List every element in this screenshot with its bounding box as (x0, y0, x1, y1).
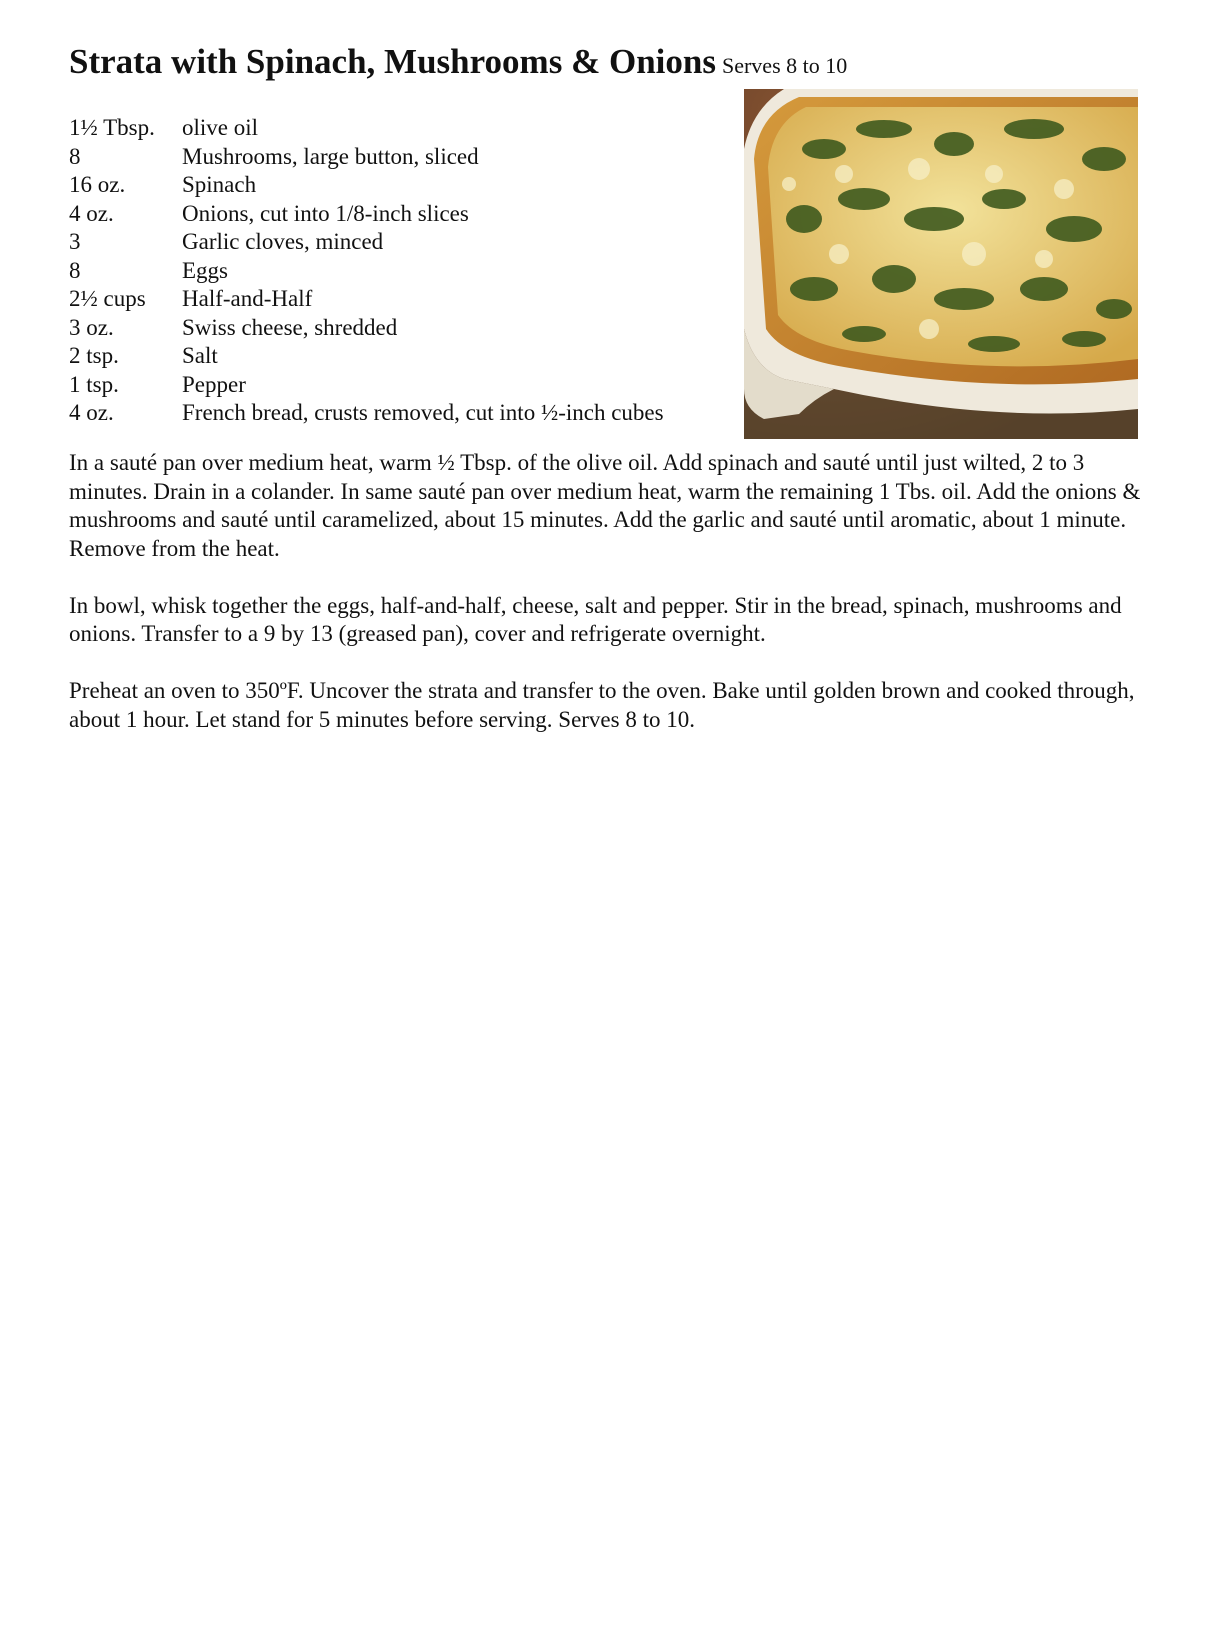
ingredient-quantity: 2½ cups (69, 286, 146, 311)
ingredient-row (69, 257, 729, 286)
ingredient-row (69, 200, 729, 229)
ingredient-quantity: 4 oz. (69, 400, 114, 425)
ingredient-row (69, 143, 729, 172)
direction-paragraph: In a sauté pan over medium heat, warm ½ Tbsp. of the olive oil. Add spinach and sauté until just wilted, 2 to 3 minutes. Drain in a colander. In same sauté pan over medium heat, warm the remaining 1 Tbs. oil. Add the onions & mushrooms and sauté until caramelized, about 15 minutes. Add the garlic and sauté until aromatic, about 1 minute. Remove from the heat. (69, 450, 1141, 561)
strata-casserole-photo (744, 89, 1138, 439)
ingredient-name: Half-and-Half (182, 286, 313, 311)
ingredient-row (69, 314, 729, 343)
title-row (69, 42, 847, 82)
ingredient-row (69, 399, 729, 428)
ingredient-quantity: 8 (69, 143, 81, 169)
ingredient-name: French bread, crusts removed, cut into ½-inch cubes (182, 400, 664, 425)
recipe-title: Strata with Spinach, Mushrooms & Onions (69, 42, 716, 81)
ingredient-name: Garlic cloves, minced (182, 229, 384, 254)
ingredient-row (69, 171, 729, 200)
ingredient-quantity: 3 oz. (69, 314, 114, 340)
ingredient-quantity: 8 (69, 257, 81, 283)
ingredient-quantity: 1½ Tbsp. (69, 115, 155, 140)
ingredient-row (69, 342, 729, 371)
ingredient-quantity: 1 tsp. (69, 371, 119, 397)
ingredient-name: Mushrooms, large button, sliced (182, 143, 479, 169)
ingredient-name: Eggs (182, 257, 228, 283)
strata-photo-graphic (744, 89, 1138, 439)
ingredient-name: olive oil (182, 115, 259, 140)
ingredient-name: Salt (182, 343, 218, 368)
directions (69, 449, 1149, 763)
ingredient-quantity: 2 tsp. (69, 343, 119, 368)
ingredient-quantity: 4 oz. (69, 200, 114, 226)
ingredient-quantity: 3 (69, 229, 81, 254)
direction-paragraph: In bowl, whisk together the eggs, half-and-half, cheese, salt and pepper. Stir in the bread, spinach, mushrooms and onions. Transfer to a 9 by 13 (greased pan), cover and refrigerate overnight. (69, 592, 1122, 646)
ingredient-name: Spinach (182, 172, 257, 197)
ingredient-name: Swiss cheese, shredded (182, 314, 398, 340)
ingredient-name: Onions, cut into 1/8-inch slices (182, 200, 469, 226)
ingredient-list (69, 114, 729, 428)
serves-note: Serves 8 to 10 (721, 53, 848, 78)
ingredient-row (69, 228, 729, 257)
ingredient-row (69, 285, 729, 314)
ingredient-quantity: 16 oz. (69, 172, 126, 197)
direction-paragraph: Preheat an oven to 350ºF. Uncover the strata and transfer to the oven. Bake until golden brown and cooked through, about 1 hour. Let stand for 5 minutes before serving. Serves 8 to 10. (69, 678, 1135, 732)
ingredient-row (69, 114, 729, 143)
ingredient-row (69, 371, 729, 400)
ingredient-name: Pepper (182, 371, 246, 397)
